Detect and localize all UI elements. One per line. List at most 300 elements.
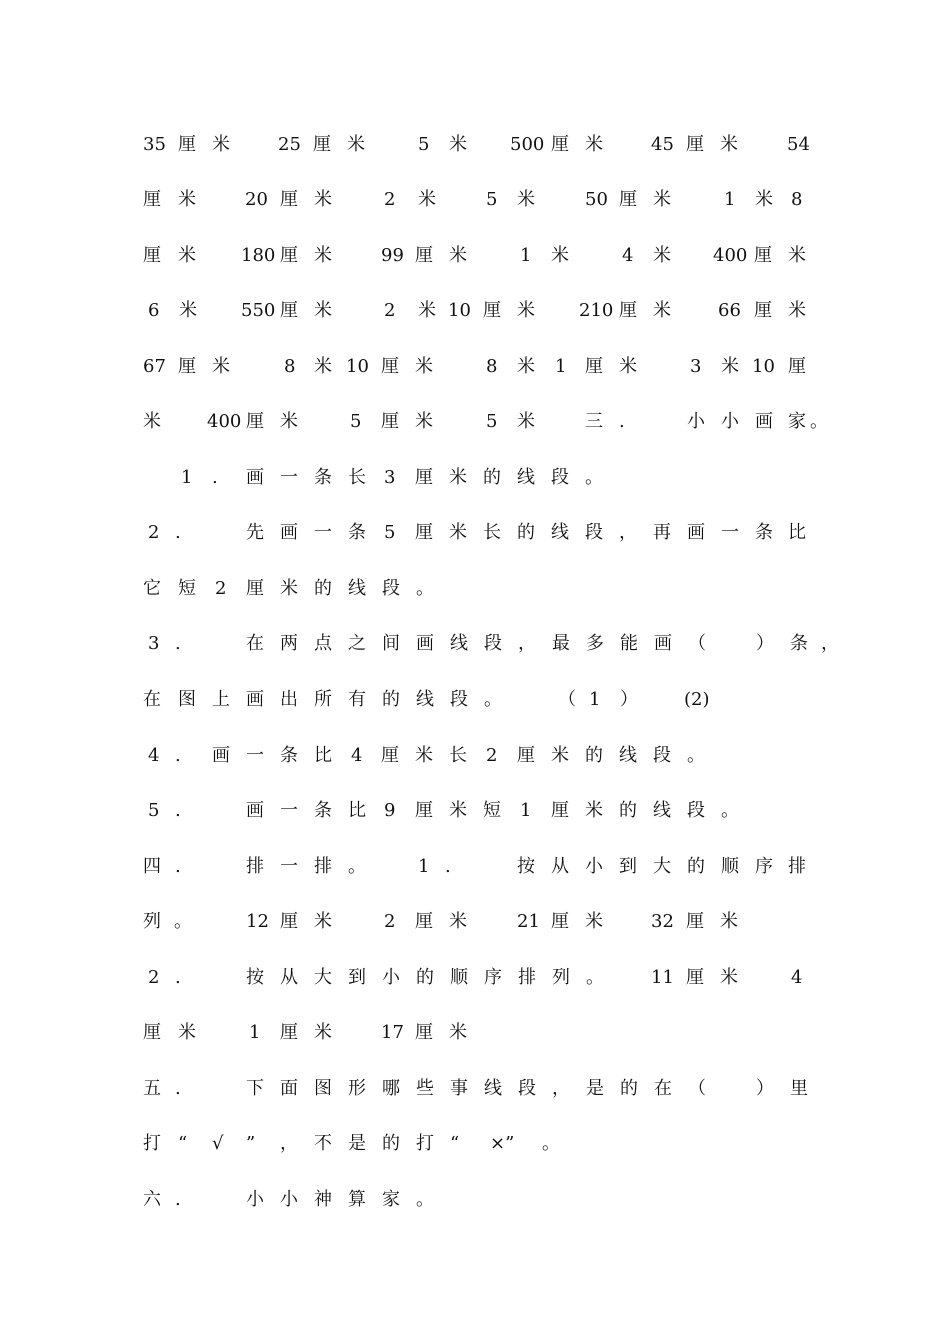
text-token: 8 [284, 356, 296, 377]
text-line [0, 133, 810, 157]
text-token: 米 [585, 911, 603, 932]
text-token: 8 [486, 356, 498, 377]
text-token: 面 [280, 1078, 298, 1099]
text-token: 米 [212, 356, 230, 377]
text-line [0, 188, 803, 212]
text-token: 顺 [450, 967, 468, 988]
text-token: 一 [280, 467, 298, 488]
text-token: . [619, 411, 625, 432]
text-token: 厘 [246, 578, 264, 599]
text-token: 条 [755, 522, 773, 543]
text-token: 米 [178, 245, 196, 266]
text-token: 5 [350, 411, 362, 432]
text-token: 。 [687, 745, 705, 766]
text-token: 条 [790, 633, 808, 654]
text-token: 顺 [721, 856, 739, 877]
text-token: ） [756, 633, 774, 654]
text-line [0, 355, 806, 379]
text-token: 打 [143, 1133, 161, 1154]
text-token: 2 [384, 189, 396, 210]
text-token: 三 [585, 411, 603, 432]
text-token: 线 [450, 633, 468, 654]
text-token: 下 [246, 1078, 264, 1099]
text-token: 排 [246, 856, 264, 877]
text-token: 是 [586, 1078, 604, 1099]
text-token: 3 [148, 633, 160, 654]
text-token: 到 [619, 856, 637, 877]
text-token: 线 [619, 745, 637, 766]
text-token: 从 [280, 967, 298, 988]
text-token: 它 [143, 578, 161, 599]
text-token: 400 [713, 245, 748, 266]
text-token: 米 [143, 411, 161, 432]
text-token: 厘 [483, 300, 501, 321]
text-token: 的 [483, 467, 501, 488]
text-token: 2 [215, 578, 227, 599]
text-token: 厘 [415, 522, 433, 543]
text-token: 米 [619, 356, 637, 377]
text-token: 1 [589, 689, 601, 710]
text-token: 米 [653, 189, 671, 210]
text-token: 能 [620, 633, 638, 654]
text-token: 米 [449, 467, 467, 488]
text-token: 厘 [585, 356, 603, 377]
text-token: 厘 [313, 134, 331, 155]
text-token: 99 [381, 245, 404, 266]
text-token: 不 [314, 1133, 332, 1154]
text-token: ” [246, 1133, 256, 1154]
text-token: 的 [620, 1078, 638, 1099]
text-token: ， [619, 522, 637, 543]
text-token: (2) [684, 689, 710, 710]
text-token: 8 [791, 189, 803, 210]
text-token: 54 [787, 134, 810, 155]
text-token: 米 [314, 356, 332, 377]
text-token: 两 [280, 633, 298, 654]
text-token: 1 [520, 800, 532, 821]
text-token: 图 [314, 1078, 332, 1099]
text-token: 的 [585, 745, 603, 766]
text-token: 6 [148, 300, 160, 321]
text-token: 10 [448, 300, 471, 321]
text-token: 段 [518, 1078, 536, 1099]
text-token: 按 [517, 856, 535, 877]
text-line [0, 521, 806, 545]
text-token: . [175, 745, 181, 766]
text-token: 小 [280, 1189, 298, 1210]
text-token: （ [558, 689, 576, 710]
text-token: 哪 [382, 1078, 400, 1099]
text-token: 米 [314, 189, 332, 210]
text-token: 有 [348, 689, 366, 710]
text-token: 在 [143, 689, 161, 710]
text-token: 间 [382, 633, 400, 654]
text-token: 5 [384, 522, 396, 543]
text-token: 小 [382, 967, 400, 988]
text-token: 线 [551, 522, 569, 543]
text-token: 线 [517, 467, 535, 488]
text-token: 米 [585, 134, 603, 155]
text-token: 5 [486, 411, 498, 432]
text-token: 米 [653, 245, 671, 266]
text-token: 小 [246, 1189, 264, 1210]
text-token: 厘 [415, 1022, 433, 1043]
text-token: ） [756, 1078, 774, 1099]
text-token: 画 [212, 745, 230, 766]
text-token: 线 [484, 1078, 502, 1099]
text-token: 厘 [178, 356, 196, 377]
text-token: 所 [314, 689, 332, 710]
text-token: 66 [718, 300, 741, 321]
text-token: 17 [381, 1022, 404, 1043]
text-token: 10 [346, 356, 369, 377]
text-token: 段 [653, 745, 671, 766]
text-line [0, 244, 806, 268]
text-token: 的 [382, 689, 400, 710]
text-token: 厘 [788, 356, 806, 377]
text-token: 米 [449, 522, 467, 543]
text-token: 1 [418, 856, 430, 877]
text-token: 米 [720, 911, 738, 932]
text-token: “ [450, 1133, 460, 1154]
text-token: 厘 [280, 1022, 298, 1043]
text-token: 条 [314, 800, 332, 821]
text-token: 图 [178, 689, 196, 710]
text-token: 米 [755, 189, 773, 210]
text-token: 米 [178, 189, 196, 210]
text-token: 4 [148, 745, 160, 766]
text-line [0, 299, 806, 323]
text-token: 厘 [143, 1022, 161, 1043]
text-token: 2 [486, 745, 498, 766]
text-token: 厘 [754, 300, 772, 321]
text-token: 厘 [246, 411, 264, 432]
text-token: 4 [351, 745, 363, 766]
text-token: 线 [416, 689, 434, 710]
text-token: 米 [415, 745, 433, 766]
text-token: . [175, 800, 181, 821]
text-token: ×” [490, 1133, 515, 1154]
text-token: . [175, 1078, 181, 1099]
text-line [0, 744, 705, 768]
text-token: 。 [174, 911, 192, 932]
text-token: 400 [207, 411, 242, 432]
text-token: 一 [246, 745, 264, 766]
text-token: 段 [551, 467, 569, 488]
text-token: 180 [241, 245, 276, 266]
text-token: 35 [143, 134, 166, 155]
text-token: 短 [483, 800, 501, 821]
text-token: 段 [585, 522, 603, 543]
text-token: 序 [484, 967, 502, 988]
text-token: 9 [384, 800, 396, 821]
text-token: 4 [791, 967, 803, 988]
text-token: 小 [585, 856, 603, 877]
text-token: 长 [483, 522, 501, 543]
text-token: 段 [382, 578, 400, 599]
text-token: 米 [178, 1022, 196, 1043]
text-token: 一 [314, 522, 332, 543]
text-token: 米 [653, 300, 671, 321]
text-line [0, 1188, 700, 1212]
text-line [0, 1132, 700, 1156]
text-token: 米 [517, 356, 535, 377]
text-token: 家 [788, 411, 806, 432]
text-token: ） [620, 689, 638, 710]
text-token: 3 [690, 356, 702, 377]
text-line [0, 688, 710, 712]
text-token: 5 [418, 134, 430, 155]
text-token: 20 [245, 189, 268, 210]
text-token: 米 [314, 245, 332, 266]
text-token: 比 [788, 522, 806, 543]
text-token: 最 [552, 633, 570, 654]
text-token: 段 [450, 689, 468, 710]
text-token: 米 [721, 356, 739, 377]
text-token: 点 [314, 633, 332, 654]
text-token: 67 [143, 356, 166, 377]
text-token: 米 [280, 578, 298, 599]
text-token: 3 [384, 467, 396, 488]
text-token: 1 [181, 467, 193, 488]
text-token: 2 [384, 300, 396, 321]
text-token: 厘 [415, 467, 433, 488]
text-token: 小 [687, 411, 705, 432]
text-token: 12 [246, 911, 269, 932]
text-token: 的 [517, 522, 535, 543]
text-token: 10 [752, 356, 775, 377]
text-token: 米 [212, 134, 230, 155]
text-token: 按 [246, 967, 264, 988]
text-token: 列 [552, 967, 570, 988]
text-token: （ [688, 633, 706, 654]
text-token: 条 [314, 467, 332, 488]
text-token: 的 [619, 800, 637, 821]
text-token: 比 [348, 800, 366, 821]
text-token: 米 [314, 1022, 332, 1043]
text-token: 神 [314, 1189, 332, 1210]
text-token: 2 [148, 967, 160, 988]
text-token: （ [688, 1078, 706, 1099]
text-token: 在 [246, 633, 264, 654]
text-token: 画 [687, 522, 705, 543]
text-token: 些 [416, 1078, 434, 1099]
text-token: 厘 [517, 745, 535, 766]
text-token: 。 [721, 800, 739, 821]
text-token: 米 [418, 189, 436, 210]
text-line [0, 966, 803, 990]
text-token: 21 [517, 911, 540, 932]
text-token: . [175, 967, 181, 988]
text-token: 米 [449, 800, 467, 821]
text-token: 的 [416, 967, 434, 988]
text-token: 米 [517, 411, 535, 432]
text-line [0, 577, 700, 601]
text-token: 序 [755, 856, 773, 877]
text-token: 。 [416, 578, 434, 599]
text-token: 厘 [415, 245, 433, 266]
text-token: 大 [653, 856, 671, 877]
text-token: 四 [143, 856, 161, 877]
text-token: 米 [551, 245, 569, 266]
text-token: 米 [314, 911, 332, 932]
text-token: . [212, 467, 218, 488]
text-token: 550 [241, 300, 276, 321]
text-token: 。 [585, 467, 603, 488]
text-token: 1 [249, 1022, 261, 1043]
text-token: 厘 [280, 911, 298, 932]
text-token: 一 [721, 522, 739, 543]
text-token: 长 [348, 467, 366, 488]
text-token: 厘 [280, 300, 298, 321]
text-token: 厘 [686, 134, 704, 155]
text-token: 米 [415, 356, 433, 377]
text-token: 长 [449, 745, 467, 766]
text-token: 里 [790, 1078, 808, 1099]
text-token: 线 [653, 800, 671, 821]
text-token: 1 [724, 189, 736, 210]
text-token: ， [518, 633, 536, 654]
text-token: 米 [449, 911, 467, 932]
text-token: 条 [280, 745, 298, 766]
text-token: 从 [551, 856, 569, 877]
text-token: 米 [720, 134, 738, 155]
text-token: √ [212, 1133, 224, 1154]
text-token: 厘 [551, 911, 569, 932]
text-token: 到 [348, 967, 366, 988]
text-token: 家 [382, 1189, 400, 1210]
text-token: 列 [143, 911, 161, 932]
text-token: 。 [348, 856, 366, 877]
text-token: 画 [416, 633, 434, 654]
text-token: 之 [348, 633, 366, 654]
text-token: 六 [143, 1189, 161, 1210]
text-token: . [175, 1189, 181, 1210]
text-line [0, 410, 828, 434]
text-token: 厘 [280, 189, 298, 210]
text-token: 米 [720, 967, 738, 988]
text-token: 画 [280, 522, 298, 543]
text-token: ， [552, 1078, 570, 1099]
text-token: 是 [348, 1133, 366, 1154]
text-token: 50 [585, 189, 608, 210]
text-token: 上 [212, 689, 230, 710]
text-token: 厘 [381, 745, 399, 766]
text-token: 。 [810, 411, 828, 432]
text-token: 2 [384, 911, 396, 932]
text-token: 米 [347, 134, 365, 155]
text-token: 。 [542, 1133, 560, 1154]
text-line [0, 1077, 808, 1101]
text-token: . [445, 856, 451, 877]
text-token: 画 [654, 633, 672, 654]
text-token: 线 [348, 578, 366, 599]
text-token: 45 [651, 134, 674, 155]
text-token: 2 [148, 522, 160, 543]
text-token: 厘 [143, 189, 161, 210]
text-token: 米 [418, 300, 436, 321]
text-token: 米 [449, 245, 467, 266]
text-token: 厘 [381, 411, 399, 432]
text-token: 大 [314, 967, 332, 988]
text-token: 。 [416, 1189, 434, 1210]
text-token: 米 [280, 411, 298, 432]
text-token: 厘 [415, 911, 433, 932]
text-token: 米 [585, 800, 603, 821]
text-token: 的 [382, 1133, 400, 1154]
text-token: 厘 [280, 245, 298, 266]
text-token: 米 [179, 300, 197, 321]
text-token: 条 [348, 522, 366, 543]
text-token: 厘 [415, 800, 433, 821]
text-token: . [175, 522, 181, 543]
text-line [0, 910, 738, 934]
text-token: 先 [246, 522, 264, 543]
text-token: 形 [348, 1078, 366, 1099]
text-token: 画 [246, 800, 264, 821]
text-token: 厘 [143, 245, 161, 266]
text-token: 算 [348, 1189, 366, 1210]
text-token: 段 [687, 800, 705, 821]
text-token: 厘 [754, 245, 772, 266]
text-token: 排 [788, 856, 806, 877]
text-token: 多 [586, 633, 604, 654]
text-token: 事 [450, 1078, 468, 1099]
text-token: 五 [143, 1078, 161, 1099]
text-line [0, 855, 806, 879]
text-token: 厘 [686, 967, 704, 988]
text-token: 出 [280, 689, 298, 710]
text-token: 段 [484, 633, 502, 654]
text-token: 米 [415, 411, 433, 432]
text-token: 在 [654, 1078, 672, 1099]
text-token: 米 [551, 745, 569, 766]
text-token: 厘 [381, 356, 399, 377]
text-token: 1 [555, 356, 567, 377]
text-token: 厘 [619, 300, 637, 321]
text-line [0, 1021, 700, 1045]
text-token: 5 [486, 189, 498, 210]
text-token: 4 [622, 245, 634, 266]
text-token: ， [821, 633, 839, 654]
text-token: . [175, 633, 181, 654]
text-token: 短 [178, 578, 196, 599]
text-token: 打 [416, 1133, 434, 1154]
text-token: 小 [721, 411, 739, 432]
text-token: 画 [246, 467, 264, 488]
text-line [0, 466, 700, 490]
text-token: 25 [278, 134, 301, 155]
text-token: 500 [510, 134, 545, 155]
text-token: 画 [246, 689, 264, 710]
text-token: 米 [517, 189, 535, 210]
text-token: 。 [586, 967, 604, 988]
text-token: 5 [148, 800, 160, 821]
text-token: 米 [788, 245, 806, 266]
text-token: 再 [653, 522, 671, 543]
text-line [0, 632, 839, 656]
text-token: 一 [280, 800, 298, 821]
text-token: 。 [484, 689, 502, 710]
text-token: 210 [579, 300, 614, 321]
text-token: 厘 [178, 134, 196, 155]
text-token: 厘 [551, 134, 569, 155]
text-token: ， [280, 1133, 298, 1154]
text-token: . [175, 856, 181, 877]
text-token: 排 [314, 856, 332, 877]
text-token: 一 [280, 856, 298, 877]
text-token: 的 [314, 578, 332, 599]
